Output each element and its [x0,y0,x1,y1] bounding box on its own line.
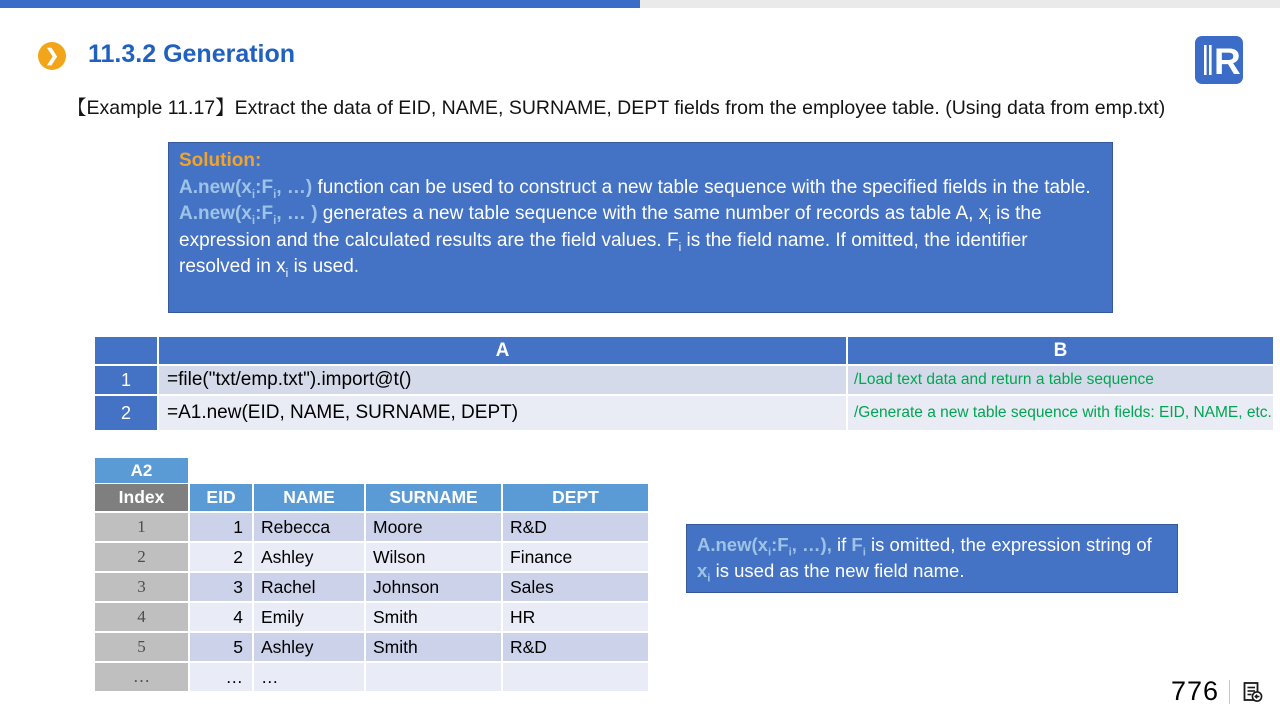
comment-cell: /Load text data and return a table sequence [848,366,1273,394]
footer-divider [1229,680,1230,704]
text-segment: function can be used to construct a new table sequence with the specified fields in the table. [312,176,1091,198]
code-grid-corner-cell [95,337,157,364]
text-segment: i [767,546,772,559]
text-segment: is omitted, the expression string of [865,534,1152,555]
eid-cell: 2 [190,543,252,571]
text-segment: i [988,213,991,227]
code-grid-column-b-header: B [848,337,1273,364]
index-cell: … [95,663,188,691]
eid-cell: 1 [190,513,252,541]
eid-cell: 4 [190,603,252,631]
text-segment: is the field name. If omitted, the identifier resolved in x [179,229,1028,277]
data-cell: Smith [366,603,501,631]
data-cell: HR [503,603,648,631]
text-segment: i [788,546,792,559]
data-cell: Johnson [366,573,501,601]
solution-paragraph-1 [179,175,1100,202]
text-segment: if [831,534,852,555]
result-row [95,633,648,661]
data-cell: Emily [254,603,364,631]
data-cell: Finance [503,543,648,571]
text-segment: A.new(x [179,176,252,198]
result-header-index: Index [95,484,188,511]
text-segment: is used. [288,256,360,277]
text-segment: x [697,560,708,581]
result-row [95,573,648,601]
note-text [697,534,1152,585]
data-cell: … [254,663,364,691]
code-grid-column-a-header: A [159,337,846,364]
data-cell: Ashley [254,543,364,571]
text-segment: A.new(x [697,534,768,555]
data-cell: Wilson [366,543,501,571]
document-return-icon [1240,680,1264,704]
result-header-surname: SURNAME [366,484,501,511]
data-cell: R&D [503,513,648,541]
data-cell [366,663,501,691]
result-row [95,543,648,571]
row-number-cell: 1 [95,366,157,394]
result-header-dept: DEPT [503,484,648,511]
text-segment: i [285,266,289,280]
solution-box [168,142,1113,313]
index-cell: 1 [95,513,188,541]
comment-cell: /Generate a new table sequence with fields: EID, NAME, etc. [848,396,1273,430]
result-table-tab: A2 [95,458,188,483]
index-cell: 5 [95,633,188,661]
text-segment: i [862,546,866,559]
text-segment: :F [771,534,789,555]
text-segment: i [273,213,277,227]
svg-text:R: R [1214,41,1241,82]
row-number-cell: 2 [95,396,157,430]
data-cell: Ashley [254,633,364,661]
formula-cell: =file("txt/emp.txt").import@t() [159,366,846,394]
text-segment: is used as the new field name. [710,560,965,581]
result-table-header-row [95,484,648,511]
solution-paragraph-2 [179,201,1100,281]
text-segment: :F [255,176,274,198]
code-grid [93,335,1275,432]
result-row [95,603,648,631]
top-accent-bar-blue [0,0,640,8]
chevron-bullet-icon: ❯ [38,42,66,70]
text-segment: i [251,213,256,227]
text-segment: , … ) [276,203,318,224]
eid-cell: 5 [190,633,252,661]
result-header-name: NAME [254,484,364,511]
text-segment: :F [255,203,274,224]
note-box [686,524,1178,593]
data-cell: Smith [366,633,501,661]
result-table [93,482,650,693]
page-number: 776 [1170,676,1219,706]
page-title: 11.3.2 Generation [88,40,296,68]
text-segment: i [273,187,277,201]
index-cell: 3 [95,573,188,601]
raqsoft-logo-icon [1195,36,1243,84]
top-accent-bar-gray [640,0,1280,8]
example-statement: 【Example 11.17】Extract the data of EID, NAME, SURNAME, DEPT fields from the employee table. (Using data from emp.txt) [67,97,1166,119]
index-cell: 2 [95,543,188,571]
text-segment: , …), [791,534,832,555]
text-segment: is the expression and the calculated results are the field values. F [179,203,1042,251]
solution-label: Solution: [179,150,262,171]
text-segment: i [678,240,682,254]
result-row [95,663,648,691]
text-segment: generates a new table sequence with the same number of records as table A, x [317,203,989,224]
code-grid-header-row [95,337,1273,364]
data-cell: Sales [503,573,648,601]
text-segment: i [251,187,256,201]
data-cell: Rebecca [254,513,364,541]
code-row [95,396,1273,430]
result-header-eid: EID [190,484,252,511]
text-segment: F [851,534,863,555]
eid-cell: 3 [190,573,252,601]
formula-cell: =A1.new(EID, NAME, SURNAME, DEPT) [159,396,846,430]
eid-cell: … [190,663,252,691]
text-segment: i [707,572,711,585]
index-cell: 4 [95,603,188,631]
data-cell: Moore [366,513,501,541]
data-cell: Rachel [254,573,364,601]
footer [1171,676,1264,707]
data-cell: R&D [503,633,648,661]
text-segment: A.new(x [179,203,252,224]
text-segment: , …) [276,176,313,198]
code-row [95,366,1273,394]
result-row [95,513,648,541]
data-cell [503,663,648,691]
